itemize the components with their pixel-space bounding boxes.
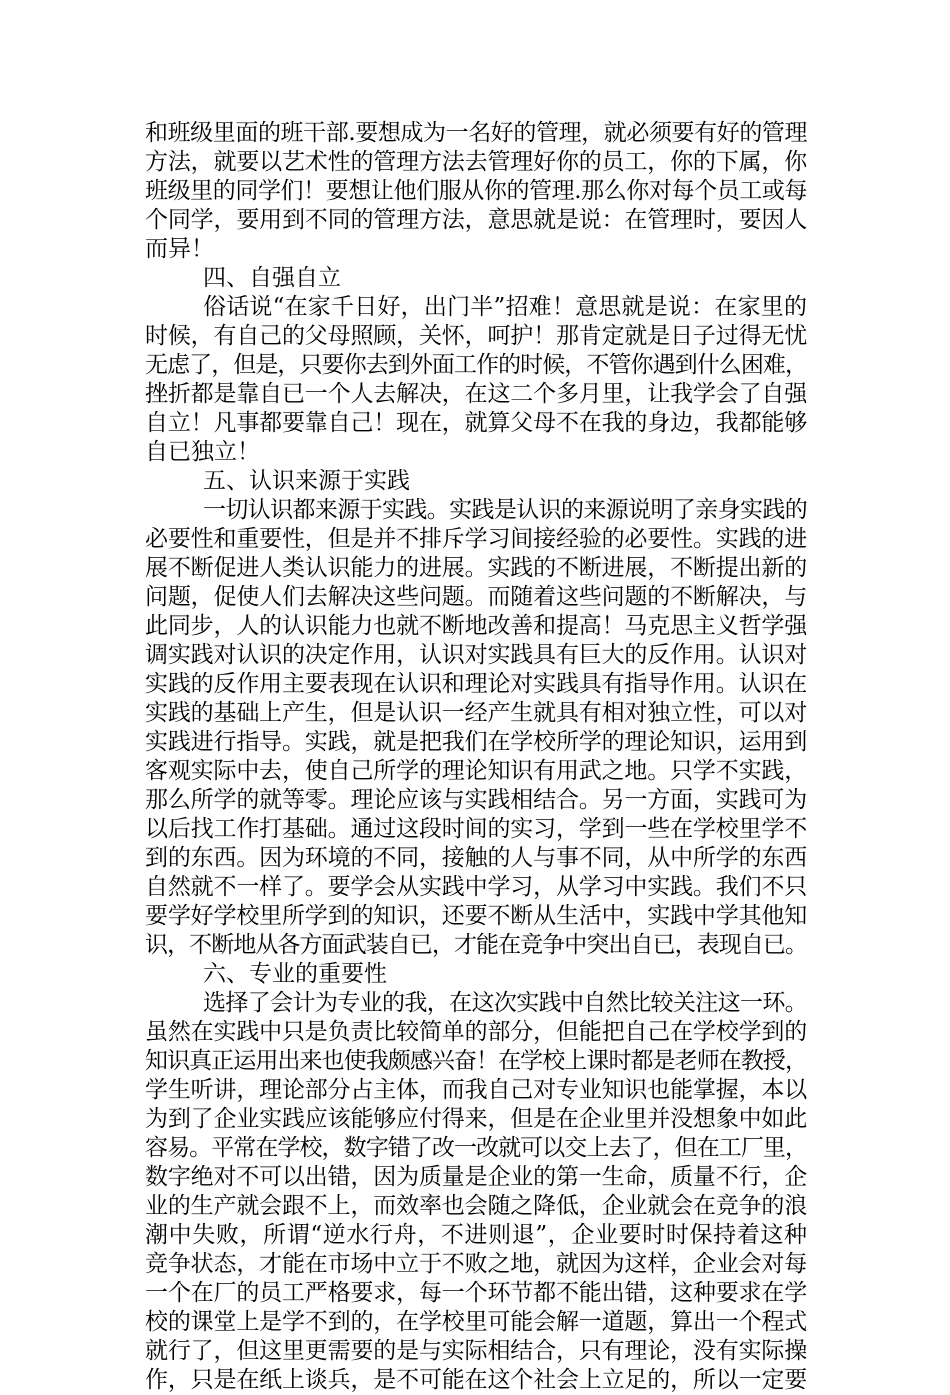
section-heading: 四、自强自立 [203, 265, 341, 291]
text-line: 必要性和重要性，但是并不排斥学习间接经验的必要性。实践的进 [145, 526, 807, 552]
text-line: 潮中失败，所谓“逆水行舟，不进则退”，企业要时时保持着这种 [145, 1222, 807, 1248]
text-line: 而异！ [145, 236, 214, 262]
text-line: 就行了，但这里更需要的是与实际相结合，只有理论，没有实际操 [145, 1338, 807, 1364]
text-line: 以后找工作打基础。通过这段时间的实习，学到一些在学校里学不 [145, 816, 807, 842]
text-line: 业的生产就会跟不上，而效率也会随之降低，企业就会在竞争的浪 [145, 1193, 807, 1219]
paragraph-first-line: 俗话说“在家千日好，出门半”招难！意思就是说：在家里的 [203, 294, 807, 320]
document-page [145, 119, 807, 1395]
text-line: 班级里的同学们！要想让他们服从你的管理.那么你对每个员工或每 [145, 178, 807, 204]
text-line: 实践的基础上产生，但是认识一经产生就具有相对独立性，可以对 [145, 700, 807, 726]
text-line: 数字绝对不可以出错，因为质量是企业的第一生命，质量不行，企 [145, 1164, 807, 1190]
section-heading: 五、认识来源于实践 [203, 468, 410, 494]
text-line: 个同学，要用到不同的管理方法，意思就是说：在管理时，要因人 [145, 207, 807, 233]
text-line: 自然就不一样了。要学会从实践中学习，从学习中实践。我们不只 [145, 874, 807, 900]
text-line: 自已独立！ [145, 439, 260, 465]
text-line: 自立！凡事都要靠自己！现在，就算父母不在我的身边，我都能够 [145, 410, 807, 436]
section-heading: 六、专业的重要性 [203, 961, 387, 987]
text-line: 知识真正运用出来也使我颇感兴奋！在学校上课时都是老师在教授， [145, 1048, 807, 1074]
text-line: 实践的反作用主要表现在认识和理论对实践具有指导作用。认识在 [145, 671, 807, 697]
text-line: 识，不断地从各方面武装自已，才能在竞争中突出自已，表现自已。 [145, 932, 807, 958]
text-line: 展不断促进人类认识能力的进展。实践的不断进展，不断提出新的 [145, 555, 807, 581]
paragraph-first-line: 一切认识都来源于实践。实践是认识的来源说明了亲身实践的 [203, 497, 807, 523]
text-line: 竞争状态，才能在市场中立于不败之地，就因为这样，企业会对每 [145, 1251, 807, 1277]
text-line: 为到了企业实践应该能够应付得来，但是在企业里并没想象中如此 [145, 1106, 807, 1132]
paragraph-first-line: 选择了会计为专业的我，在这次实践中自然比较关注这一环。 [203, 990, 807, 1016]
text-line: 要学好学校里所学到的知识，还要不断从生活中，实践中学其他知 [145, 903, 807, 929]
text-line: 此同步，人的认识能力也就不断地改善和提高！马克思主义哲学强 [145, 613, 807, 639]
text-line: 客观实际中去，使自己所学的理论知识有用武之地。只学不实践， [145, 758, 807, 784]
text-line: 和班级里面的班干部.要想成为一名好的管理，就必须要有好的管理 [145, 120, 807, 146]
text-line: 容易。平常在学校，数字错了改一改就可以交上去了，但在工厂里， [145, 1135, 807, 1161]
text-line: 调实践对认识的决定作用，认识对实践具有巨大的反作用。认识对 [145, 642, 807, 668]
text-line: 时候，有自己的父母照顾，关怀，呵护！那肯定就是日子过得无忧 [145, 323, 807, 349]
text-line: 一个在厂的员工严格要求，每一个环节都不能出错，这种要求在学 [145, 1280, 807, 1306]
text-line: 校的课堂上是学不到的，在学校里可能会解一道题，算出一个程式 [145, 1309, 807, 1335]
text-line: 学生听讲，理论部分占主体，而我自己对专业知识也能掌握，本以 [145, 1077, 807, 1103]
text-line: 实践进行指导。实践，就是把我们在学校所学的理论知识，运用到 [145, 729, 807, 755]
text-line: 问题，促使人们去解决这些问题。而随着这些问题的不断解决，与 [145, 584, 807, 610]
text-line: 无虑了，但是，只要你去到外面工作的时候，不管你遇到什么困难， [145, 352, 807, 378]
text-line: 虽然在实践中只是负责比较简单的部分，但能把自己在学校学到的 [145, 1019, 807, 1045]
text-line: 那么所学的就等零。理论应该与实践相结合。另一方面，实践可为 [145, 787, 807, 813]
text-line: 方法，就要以艺术性的管理方法去管理好你的员工，你的下属，你 [145, 149, 807, 175]
text-line: 挫折都是靠自已一个人去解决，在这二个多月里，让我学会了自强 [145, 381, 807, 407]
text-line: 作，只是在纸上谈兵，是不可能在这个社会上立足的，所以一定要 [145, 1367, 807, 1393]
text-line: 到的东西。因为环境的不同，接触的人与事不同，从中所学的东西 [145, 845, 807, 871]
